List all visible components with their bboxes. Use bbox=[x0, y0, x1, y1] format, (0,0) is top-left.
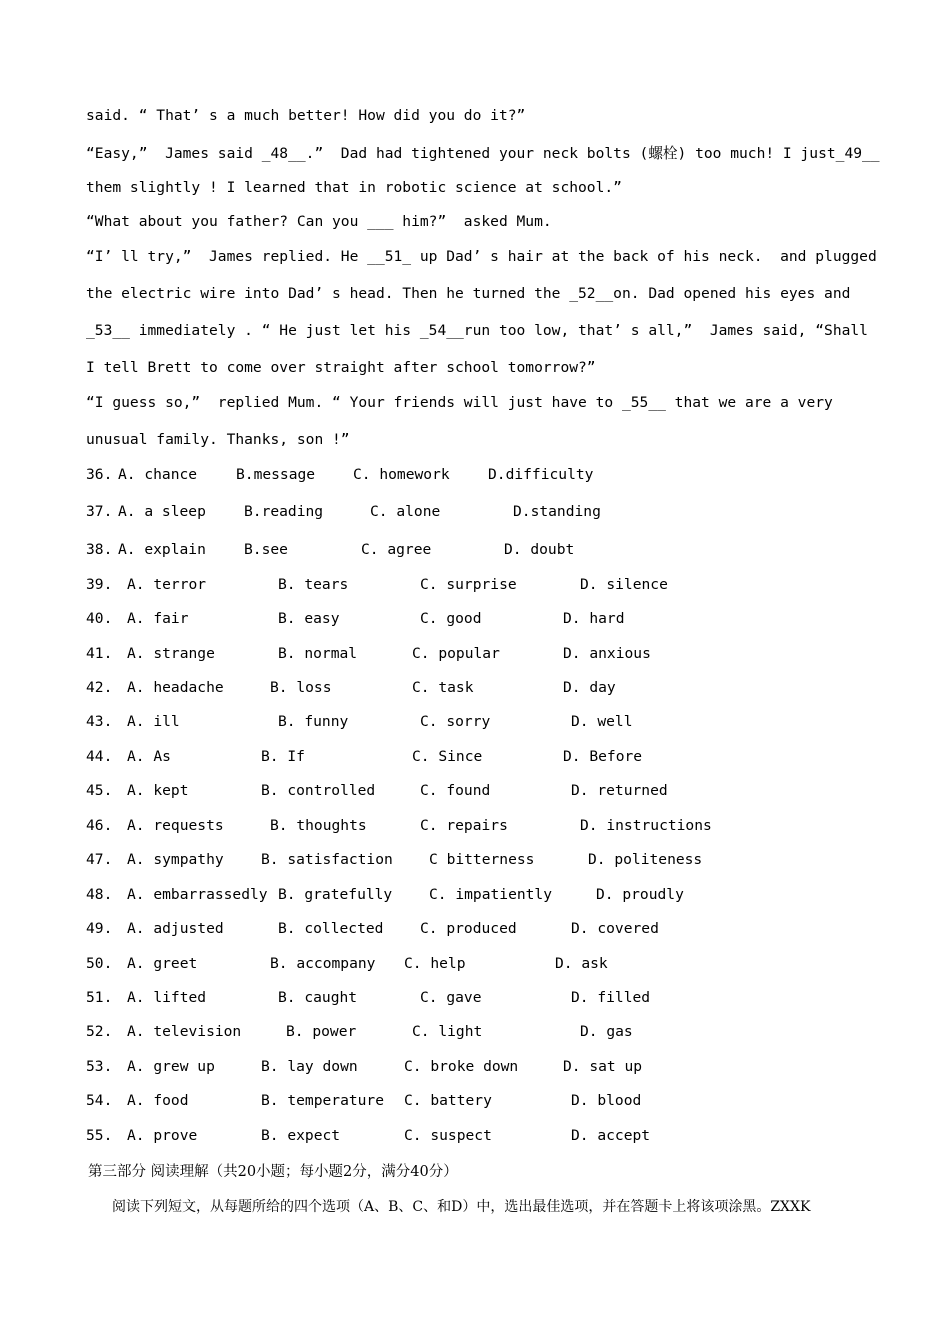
option-d: D. accept bbox=[571, 1127, 651, 1144]
question-row bbox=[86, 1023, 633, 1043]
option-d: D. anxious bbox=[563, 645, 651, 662]
question-row bbox=[86, 748, 643, 768]
option-c: C. battery bbox=[404, 1092, 492, 1109]
option-d: D. proudly bbox=[596, 886, 684, 903]
option-c: C. agree bbox=[361, 541, 432, 558]
option-a: A. lifted bbox=[127, 989, 207, 1006]
question-number: 51. bbox=[86, 989, 113, 1006]
option-b: B.message bbox=[236, 466, 316, 483]
question-number: 37. bbox=[86, 503, 113, 520]
question-row bbox=[86, 817, 712, 837]
option-a: A. fair bbox=[127, 610, 189, 627]
option-c: C. popular bbox=[412, 645, 500, 662]
option-b: B.reading bbox=[244, 503, 324, 520]
question-number: 43. bbox=[86, 713, 113, 730]
question-row bbox=[86, 713, 633, 733]
option-b: B.see bbox=[244, 541, 288, 558]
question-row bbox=[86, 466, 594, 486]
option-a: A. terror bbox=[127, 576, 207, 593]
option-b: B. lay down bbox=[261, 1058, 358, 1075]
question-row bbox=[86, 920, 659, 940]
question-row bbox=[86, 955, 608, 975]
option-c: C. light bbox=[412, 1023, 483, 1040]
question-number: 44. bbox=[86, 748, 113, 765]
option-c: C. alone bbox=[370, 503, 441, 520]
option-b: B. power bbox=[286, 1023, 357, 1040]
option-b: B. normal bbox=[278, 645, 358, 662]
option-a: A. As bbox=[127, 748, 171, 765]
option-b: B. If bbox=[261, 748, 305, 765]
question-number: 46. bbox=[86, 817, 113, 834]
section-heading: 第三部分 阅读理解（共20小题；每小题2分，满分40分） bbox=[88, 1164, 458, 1180]
option-b: B. tears bbox=[278, 576, 349, 593]
question-row bbox=[86, 782, 668, 802]
option-b: B. easy bbox=[278, 610, 340, 627]
option-b: B. loss bbox=[270, 679, 332, 696]
option-c: C. homework bbox=[353, 466, 450, 483]
option-d: D.difficulty bbox=[488, 466, 594, 483]
option-b: B. caught bbox=[278, 989, 358, 1006]
passage-line: them slightly ! I learned that in robotic science at school.” bbox=[86, 179, 622, 196]
option-b: B. thoughts bbox=[270, 817, 367, 834]
option-a: A. kept bbox=[127, 782, 189, 799]
option-c: C. good bbox=[420, 610, 482, 627]
option-c: C. task bbox=[412, 679, 474, 696]
question-number: 42. bbox=[86, 679, 113, 696]
question-number: 54. bbox=[86, 1092, 113, 1109]
question-number: 39. bbox=[86, 576, 113, 593]
option-d: D. hard bbox=[563, 610, 625, 627]
option-c: C. produced bbox=[420, 920, 517, 937]
option-d: D.standing bbox=[513, 503, 601, 520]
option-a: A. adjusted bbox=[127, 920, 224, 937]
option-d: D. covered bbox=[571, 920, 659, 937]
passage-line: “I guess so,” replied Mum. “ Your friends will just have to _55__ that we are a very bbox=[86, 394, 833, 411]
option-c: C. found bbox=[420, 782, 491, 799]
option-d: D. instructions bbox=[580, 817, 712, 834]
option-b: B. gratefully bbox=[278, 886, 393, 903]
option-a: A. headache bbox=[127, 679, 224, 696]
passage-line: “What about you father? Can you ___ him?” asked Mum. bbox=[86, 213, 552, 230]
question-row bbox=[86, 541, 575, 561]
option-d: D. day bbox=[563, 679, 616, 696]
option-b: B. expect bbox=[261, 1127, 341, 1144]
option-d: D. returned bbox=[571, 782, 668, 799]
option-a: A. food bbox=[127, 1092, 189, 1109]
option-a: A. ill bbox=[127, 713, 180, 730]
question-number: 38. bbox=[86, 541, 113, 558]
question-row bbox=[86, 576, 668, 596]
question-number: 45. bbox=[86, 782, 113, 799]
option-d: D. well bbox=[571, 713, 633, 730]
question-number: 47. bbox=[86, 851, 113, 868]
option-c: C. gave bbox=[420, 989, 482, 1006]
option-d: D. sat up bbox=[563, 1058, 643, 1075]
option-d: D. gas bbox=[580, 1023, 633, 1040]
passage-line: the electric wire into Dad’ s head. Then he turned the _52__on. Dad opened his eyes and bbox=[86, 285, 851, 302]
question-row bbox=[86, 645, 651, 665]
question-row bbox=[86, 610, 625, 630]
question-row bbox=[86, 851, 703, 871]
passage-line: said. “ That’ s a much better! How did you do it?” bbox=[86, 107, 526, 124]
option-c: C. help bbox=[404, 955, 466, 972]
option-c: C. suspect bbox=[404, 1127, 492, 1144]
option-a: A. greet bbox=[127, 955, 198, 972]
option-d: D. politeness bbox=[588, 851, 703, 868]
option-c: C bitterness bbox=[429, 851, 535, 868]
option-b: B. temperature bbox=[261, 1092, 385, 1109]
question-number: 52. bbox=[86, 1023, 113, 1040]
option-c: C. impatiently bbox=[429, 886, 553, 903]
passage-line: unusual family. Thanks, son !” bbox=[86, 431, 350, 448]
question-number: 50. bbox=[86, 955, 113, 972]
question-number: 48. bbox=[86, 886, 113, 903]
question-row bbox=[86, 1058, 643, 1078]
passage-line: “Easy,” James said _48__.” Dad had tightened your neck bolts (螺栓) too much! I just_49__ bbox=[86, 145, 880, 162]
question-row bbox=[86, 503, 601, 523]
option-d: D. doubt bbox=[504, 541, 575, 558]
section-instruction: 阅读下列短文，从每题所给的四个选项（A、B、C、和D）中，选出最佳选项，并在答题卡上将该项涂黑。ZXXK bbox=[112, 1199, 811, 1215]
passage-line: I tell Brett to come over straight after school tomorrow?” bbox=[86, 359, 596, 376]
option-d: D. silence bbox=[580, 576, 668, 593]
question-number: 53. bbox=[86, 1058, 113, 1075]
passage-line: “I’ ll try,” James replied. He __51_ up Dad’ s hair at the back of his neck. and plugged bbox=[86, 248, 877, 265]
option-a: A. explain bbox=[118, 541, 206, 558]
question-row bbox=[86, 679, 616, 699]
question-number: 36. bbox=[86, 466, 113, 483]
option-b: B. funny bbox=[278, 713, 349, 730]
option-b: B. satisfaction bbox=[261, 851, 393, 868]
option-d: D. Before bbox=[563, 748, 643, 765]
option-a: A. grew up bbox=[127, 1058, 215, 1075]
passage-line: _53__ immediately . “ He just let his _54__run too low, that’ s all,” James said, “Shall bbox=[86, 322, 868, 339]
question-row bbox=[86, 1092, 642, 1112]
option-b: B. controlled bbox=[261, 782, 376, 799]
question-number: 41. bbox=[86, 645, 113, 662]
option-d: D. filled bbox=[571, 989, 651, 1006]
option-a: A. chance bbox=[118, 466, 198, 483]
option-d: D. ask bbox=[555, 955, 608, 972]
option-a: A. a sleep bbox=[118, 503, 206, 520]
option-d: D. blood bbox=[571, 1092, 642, 1109]
option-a: A. strange bbox=[127, 645, 215, 662]
option-c: C. sorry bbox=[420, 713, 491, 730]
option-a: A. prove bbox=[127, 1127, 198, 1144]
question-row bbox=[86, 886, 684, 906]
question-number: 40. bbox=[86, 610, 113, 627]
option-c: C. Since bbox=[412, 748, 483, 765]
option-c: C. repairs bbox=[420, 817, 508, 834]
question-row bbox=[86, 989, 651, 1009]
question-number: 55. bbox=[86, 1127, 113, 1144]
question-number: 49. bbox=[86, 920, 113, 937]
option-b: B. collected bbox=[278, 920, 384, 937]
question-row bbox=[86, 1127, 651, 1147]
option-a: A. television bbox=[127, 1023, 242, 1040]
option-a: A. embarrassedly bbox=[127, 886, 268, 903]
option-c: C. surprise bbox=[420, 576, 517, 593]
option-a: A. sympathy bbox=[127, 851, 224, 868]
option-b: B. accompany bbox=[270, 955, 376, 972]
option-c: C. broke down bbox=[404, 1058, 519, 1075]
option-a: A. requests bbox=[127, 817, 224, 834]
